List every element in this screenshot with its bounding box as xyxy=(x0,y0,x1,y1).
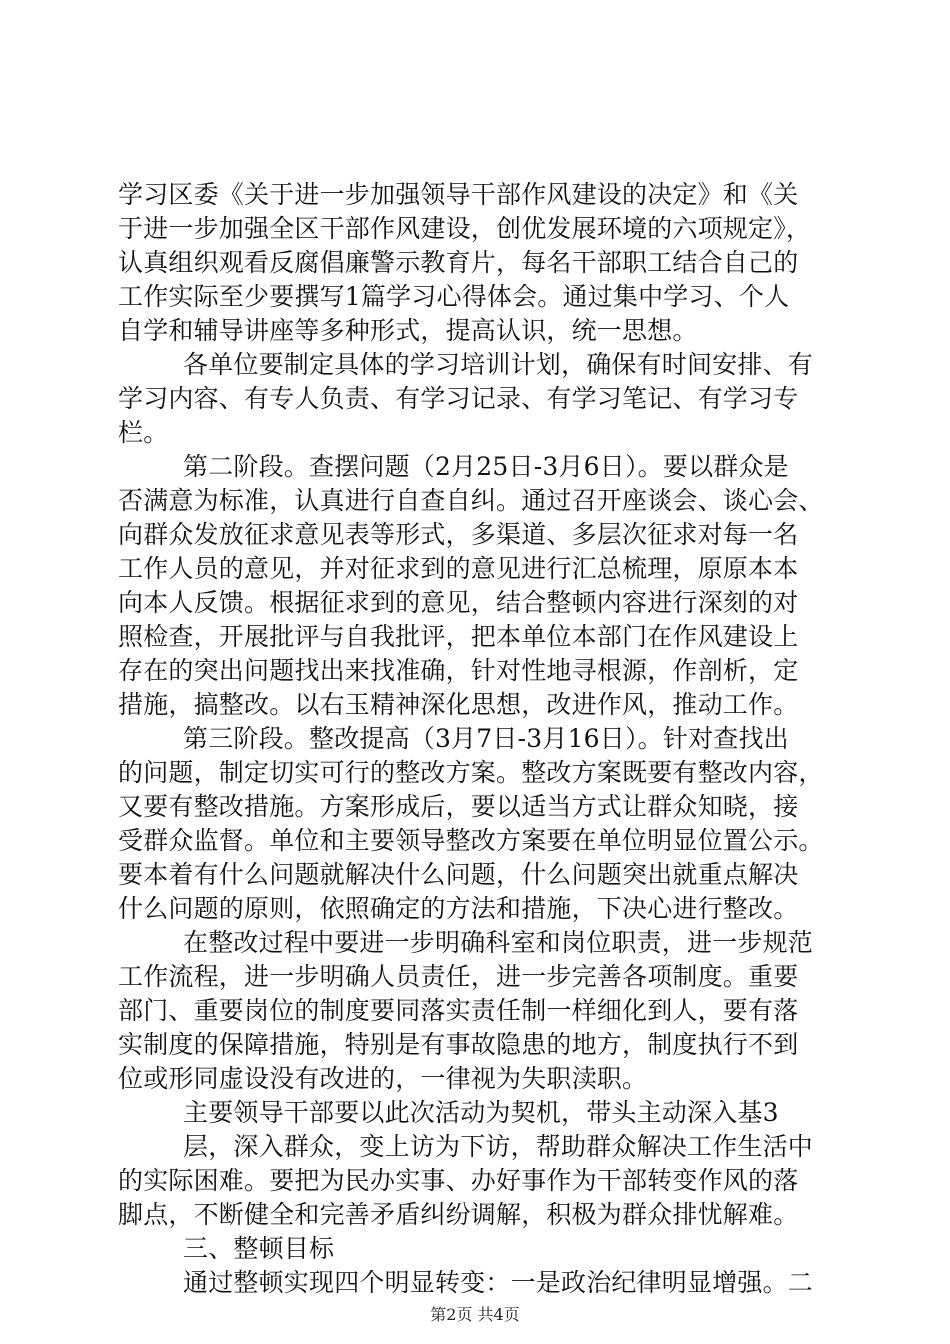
body-line: 要本着有什么问题就解决什么问题，什么问题突出就重点解决 xyxy=(118,860,799,889)
body-line: 又要有整改措施。方案形成后，要以适当方式让群众知晓，接 xyxy=(118,792,799,821)
body-line: 存在的突出问题找出来找准确，针对性地寻根源，作剖析，定 xyxy=(118,656,799,685)
body-line: 的问题，制定切实可行的整改方案。整改方案既要有整改内容， xyxy=(118,758,824,787)
body-line: 向本人反馈。根据征求到的意见，结合整顿内容进行深刻的对 xyxy=(118,588,799,617)
paragraph-start-line: 通过整顿实现四个明显转变：一是政治纪律明显增强。二 xyxy=(183,1268,814,1297)
paragraph-start-line: 主要领导干部要以此次活动为契机，带头主动深入基3 xyxy=(183,1098,779,1127)
body-line: 什么问题的原则，依照确定的方法和措施，下决心进行整改。 xyxy=(118,894,799,923)
body-line: 认真组织观看反腐倡廉警示教育片，每名干部职工结合自己的 xyxy=(118,248,799,277)
page-number-footer: 第2页 共4页 xyxy=(430,1305,520,1324)
body-line: 位或形同虚设没有改进的，一律视为失职渎职。 xyxy=(118,1064,648,1093)
paragraph-start-line: 第三阶段。整改提高（3月7日-3月16日）。针对查找出 xyxy=(183,724,789,753)
body-line: 否满意为标准，认真进行自查自纠。通过召开座谈会、谈心会、 xyxy=(118,486,824,515)
body-line: 的实际困难。要把为民办实事、办好事作为干部转变作风的落 xyxy=(118,1166,799,1195)
body-line: 栏。 xyxy=(118,418,169,447)
body-line: 部门、重要岗位的制度要同落实责任制一样细化到人，要有落 xyxy=(118,996,799,1025)
paragraph-start-line: 层，深入群众，变上访为下访，帮助群众解决工作生活中 xyxy=(183,1132,814,1161)
body-line: 照检查，开展批评与自我批评，把本单位本部门在作风建设上 xyxy=(118,622,799,651)
body-line: 自学和辅导讲座等多种形式，提高认识，统一思想。 xyxy=(118,316,698,345)
paragraph-start-line: 各单位要制定具体的学习培训计划，确保有时间安排、有 xyxy=(183,350,814,379)
body-line: 于进一步加强全区干部作风建设，创优发展环境的六项规定》， xyxy=(118,214,812,243)
section-heading: 三、整顿目标 xyxy=(183,1234,335,1263)
body-line: 学习内容、有专人负责、有学习记录、有学习笔记、有学习专 xyxy=(118,384,799,413)
body-line: 工作实际至少要撰写1篇学习心得体会。通过集中学习、个人 xyxy=(118,282,790,311)
body-line: 脚点，不断健全和完善矛盾纠纷调解，积极为群众排忧解难。 xyxy=(118,1200,799,1229)
body-line: 受群众监督。单位和主要领导整改方案要在单位明显位置公示。 xyxy=(118,826,824,855)
body-line: 向群众发放征求意见表等形式，多渠道、多层次征求对每一名 xyxy=(118,520,799,549)
body-line: 实制度的保障措施，特别是有事故隐患的地方，制度执行不到 xyxy=(118,1030,799,1059)
body-line: 学习区委《关于进一步加强领导干部作风建设的决定》和《关 xyxy=(118,180,799,209)
body-line: 措施，搞整改。以右玉精神深化思想，改进作风，推动工作。 xyxy=(118,690,799,719)
paragraph-start-line: 在整改过程中要进一步明确科室和岗位职责，进一步规范 xyxy=(183,928,814,957)
paragraph-start-line: 第二阶段。查摆问题（2月25日-3月6日）。要以群众是 xyxy=(183,452,789,481)
body-line: 工作流程，进一步明确人员责任，进一步完善各项制度。重要 xyxy=(118,962,799,991)
body-line: 工作人员的意见，并对征求到的意见进行汇总梳理，原原本本 xyxy=(118,554,799,583)
